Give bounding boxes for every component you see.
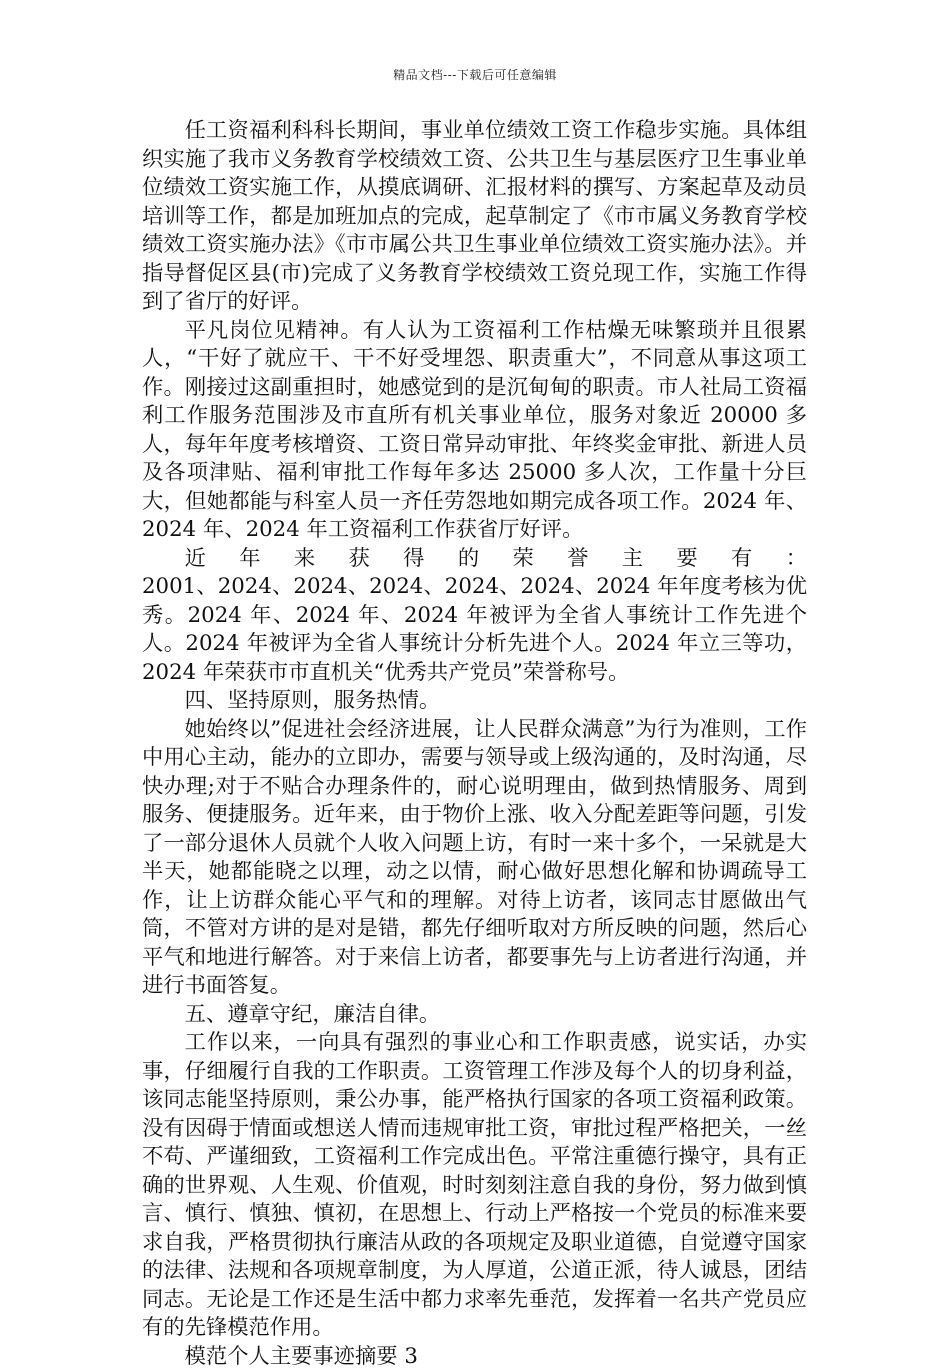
section-heading-discipline: 五、遵章守纪，廉洁自律。	[142, 1001, 807, 1030]
paragraph-ordinary-post: 平凡岗位见精神。有人认为工资福利工作枯燥无味繁琐并且很累人，“干好了就应干、干不好受埋怨、职责重大”，不同意从事这项工作。刚接过这副重担时，她感觉到的是沉甸甸的职责。市人社局工资福利工作服务范围涉及市直所有机关事业单位，服务对象近 20000 多人，每年年度考核增资、工资日常异动审批、年终奖金审批、新进人员及各项津贴、福利审批工作每年多达 25000 多人次，工作量十分巨大，但她都能与科室人员一齐任劳怨地如期完成各项工作。2024 年、2024 年、2024 年工资福利工作获省厅好评。	[142, 317, 807, 545]
paragraph-summary-title: 模范个人主要事迹摘要 3	[142, 1343, 807, 1371]
document-body	[142, 117, 807, 1371]
paragraph-honors-intro: 近年来获得的荣誉主要有：	[142, 545, 807, 574]
section-heading-principles: 四、坚持原则，服务热情。	[142, 687, 807, 716]
paragraph-service: 她始终以”促进社会经济进展，让人民群众满意”为行为准则，工作中用心主动，能办的立即办，需要与领导或上级沟通的，及时沟通，尽快办理;对于不贴合办理条件的，耐心说明理由，做到热情服务、周到服务、便捷服务。近年来，由于物价上涨、收入分配差距等问题，引发了一部分退休人员就个人收入问题上访，有时一来十多个，一呆就是大半天，她都能晓之以理，动之以情，耐心做好思想化解和协调疏导工作，让上访群众能心平气和的理解。对待上访者，该同志甘愿做出气筒，不管对方讲的是对是错，都先仔细听取对方所反映的问题，然后心平气和地进行解答。对于来信上访者，都要事先与上访者进行沟通，并进行书面答复。	[142, 716, 807, 1001]
paragraph-integrity: 工作以来，一向具有强烈的事业心和工作职责感，说实话，办实事，仔细履行自我的工作职责。工资管理工作涉及每个人的切身利益，该同志能坚持原则，秉公办事，能严格执行国家的各项工资福利政策。没有因碍于情面或想送人情而违规审批工资，审批过程严格把关，一丝不苟、严谨细致，工资福利工作完成出色。平常注重德行操守，具有正确的世界观、人生观、价值观，时时刻刻注意自我的身份，努力做到慎言、慎行、慎独、慎初，在思想上、行动上严格按一个党员的标准来要求自我，严格贯彻执行廉洁从政的各项规定及职业道德，自觉遵守国家的法律、法规和各项规章制度，为人厚道，公道正派，待人诚恳，团结同志。无论是工作还是生活中都力求率先垂范，发挥着一名共产党员应有的先锋模范作用。	[142, 1029, 807, 1343]
paragraph-salary-director: 任工资福利科科长期间，事业单位绩效工资工作稳步实施。具体组织实施了我市义务教育学校绩效工资、公共卫生与基层医疗卫生事业单位绩效工资实施工作，从摸底调研、汇报材料的撰写、方案起草及动员培训等工作，都是加班加点的完成，起草制定了《市市属义务教育学校绩效工资实施办法》《市市属公共卫生事业单位绩效工资实施办法》。并指导督促区县(市)完成了义务教育学校绩效工资兑现工作，实施工作得到了省厅的好评。	[142, 117, 807, 317]
page-header: 精品文档---下载后可任意编辑	[0, 66, 950, 83]
paragraph-honors-list: 2001、2024、2024、2024、2024、2024、2024 年年度考核为优秀。2024 年、2024 年、2024 年被评为全省人事统计工作先进个人。2024 年被评为全省人事统计分析先进个人。2024 年立三等功，2024 年荣获市市直机关“优秀共产党员”荣誉称号。	[142, 573, 807, 687]
